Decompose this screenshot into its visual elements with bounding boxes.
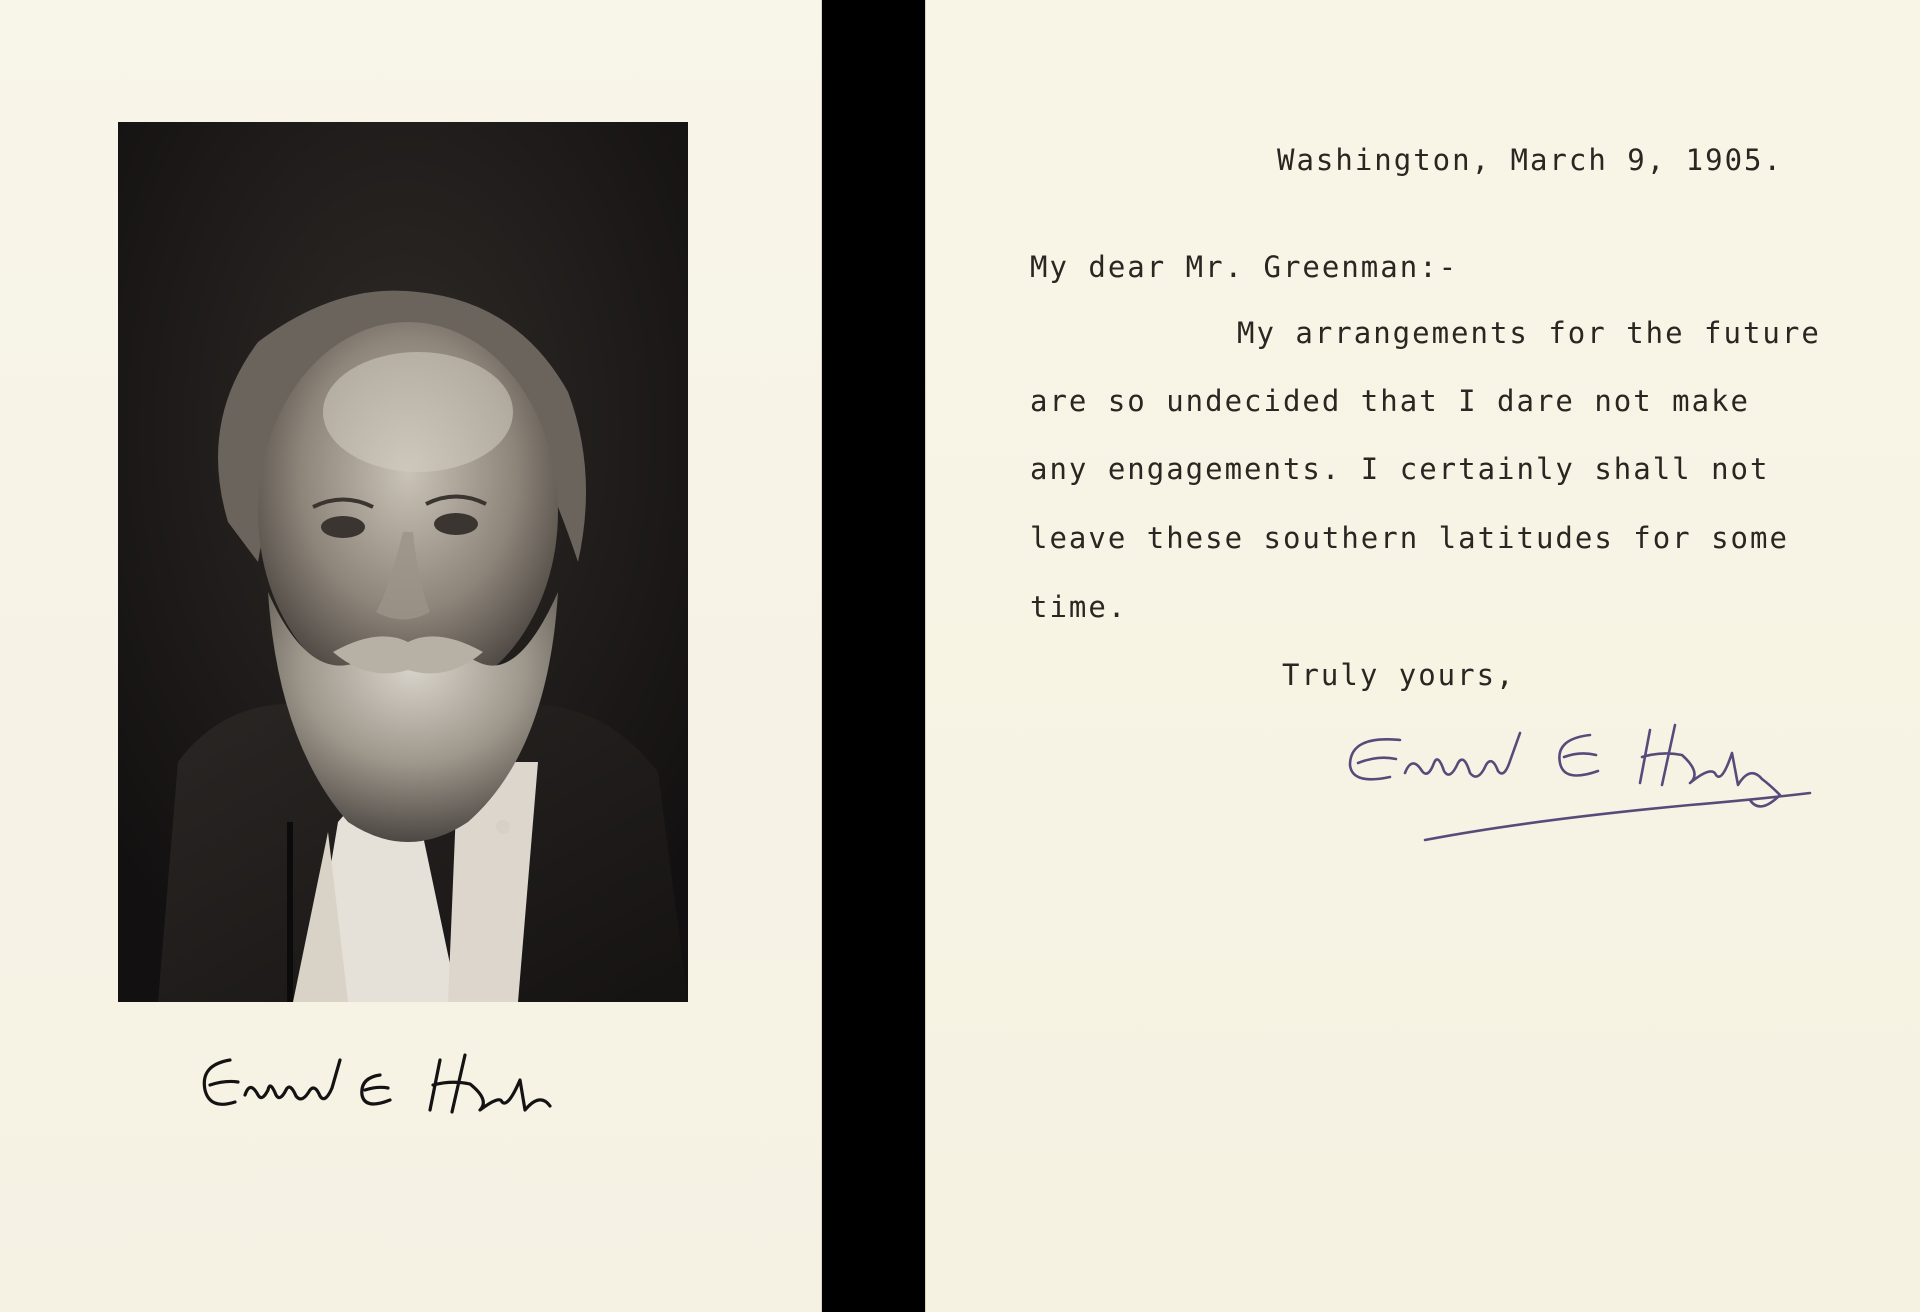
signature-image: [1330, 705, 1850, 865]
letter-dateline: Washington, March 9, 1905.: [1277, 143, 1783, 177]
portrait-illustration: [118, 122, 688, 1002]
letter-body-line: any engagements. I certainly shall not: [1030, 452, 1770, 486]
signature-image: [190, 1040, 670, 1130]
letter-card: [925, 0, 1920, 1312]
portrait-photo: [118, 122, 688, 1002]
portrait-card: [0, 0, 822, 1312]
letter-signature: [1330, 705, 1850, 865]
letter-body-line: are so undecided that I dare not make: [1030, 384, 1751, 418]
background-gap: [822, 0, 925, 1312]
letter-salutation: My dear Mr. Greenman:-: [1030, 250, 1459, 284]
letter-closing: Truly yours,: [1282, 658, 1516, 692]
portrait-signature: [190, 1040, 670, 1130]
letter-body-line: time.: [1030, 590, 1128, 624]
letter-body-line: My arrangements for the future: [1237, 316, 1821, 350]
letter-body-line: leave these southern latitudes for some: [1030, 521, 1789, 555]
